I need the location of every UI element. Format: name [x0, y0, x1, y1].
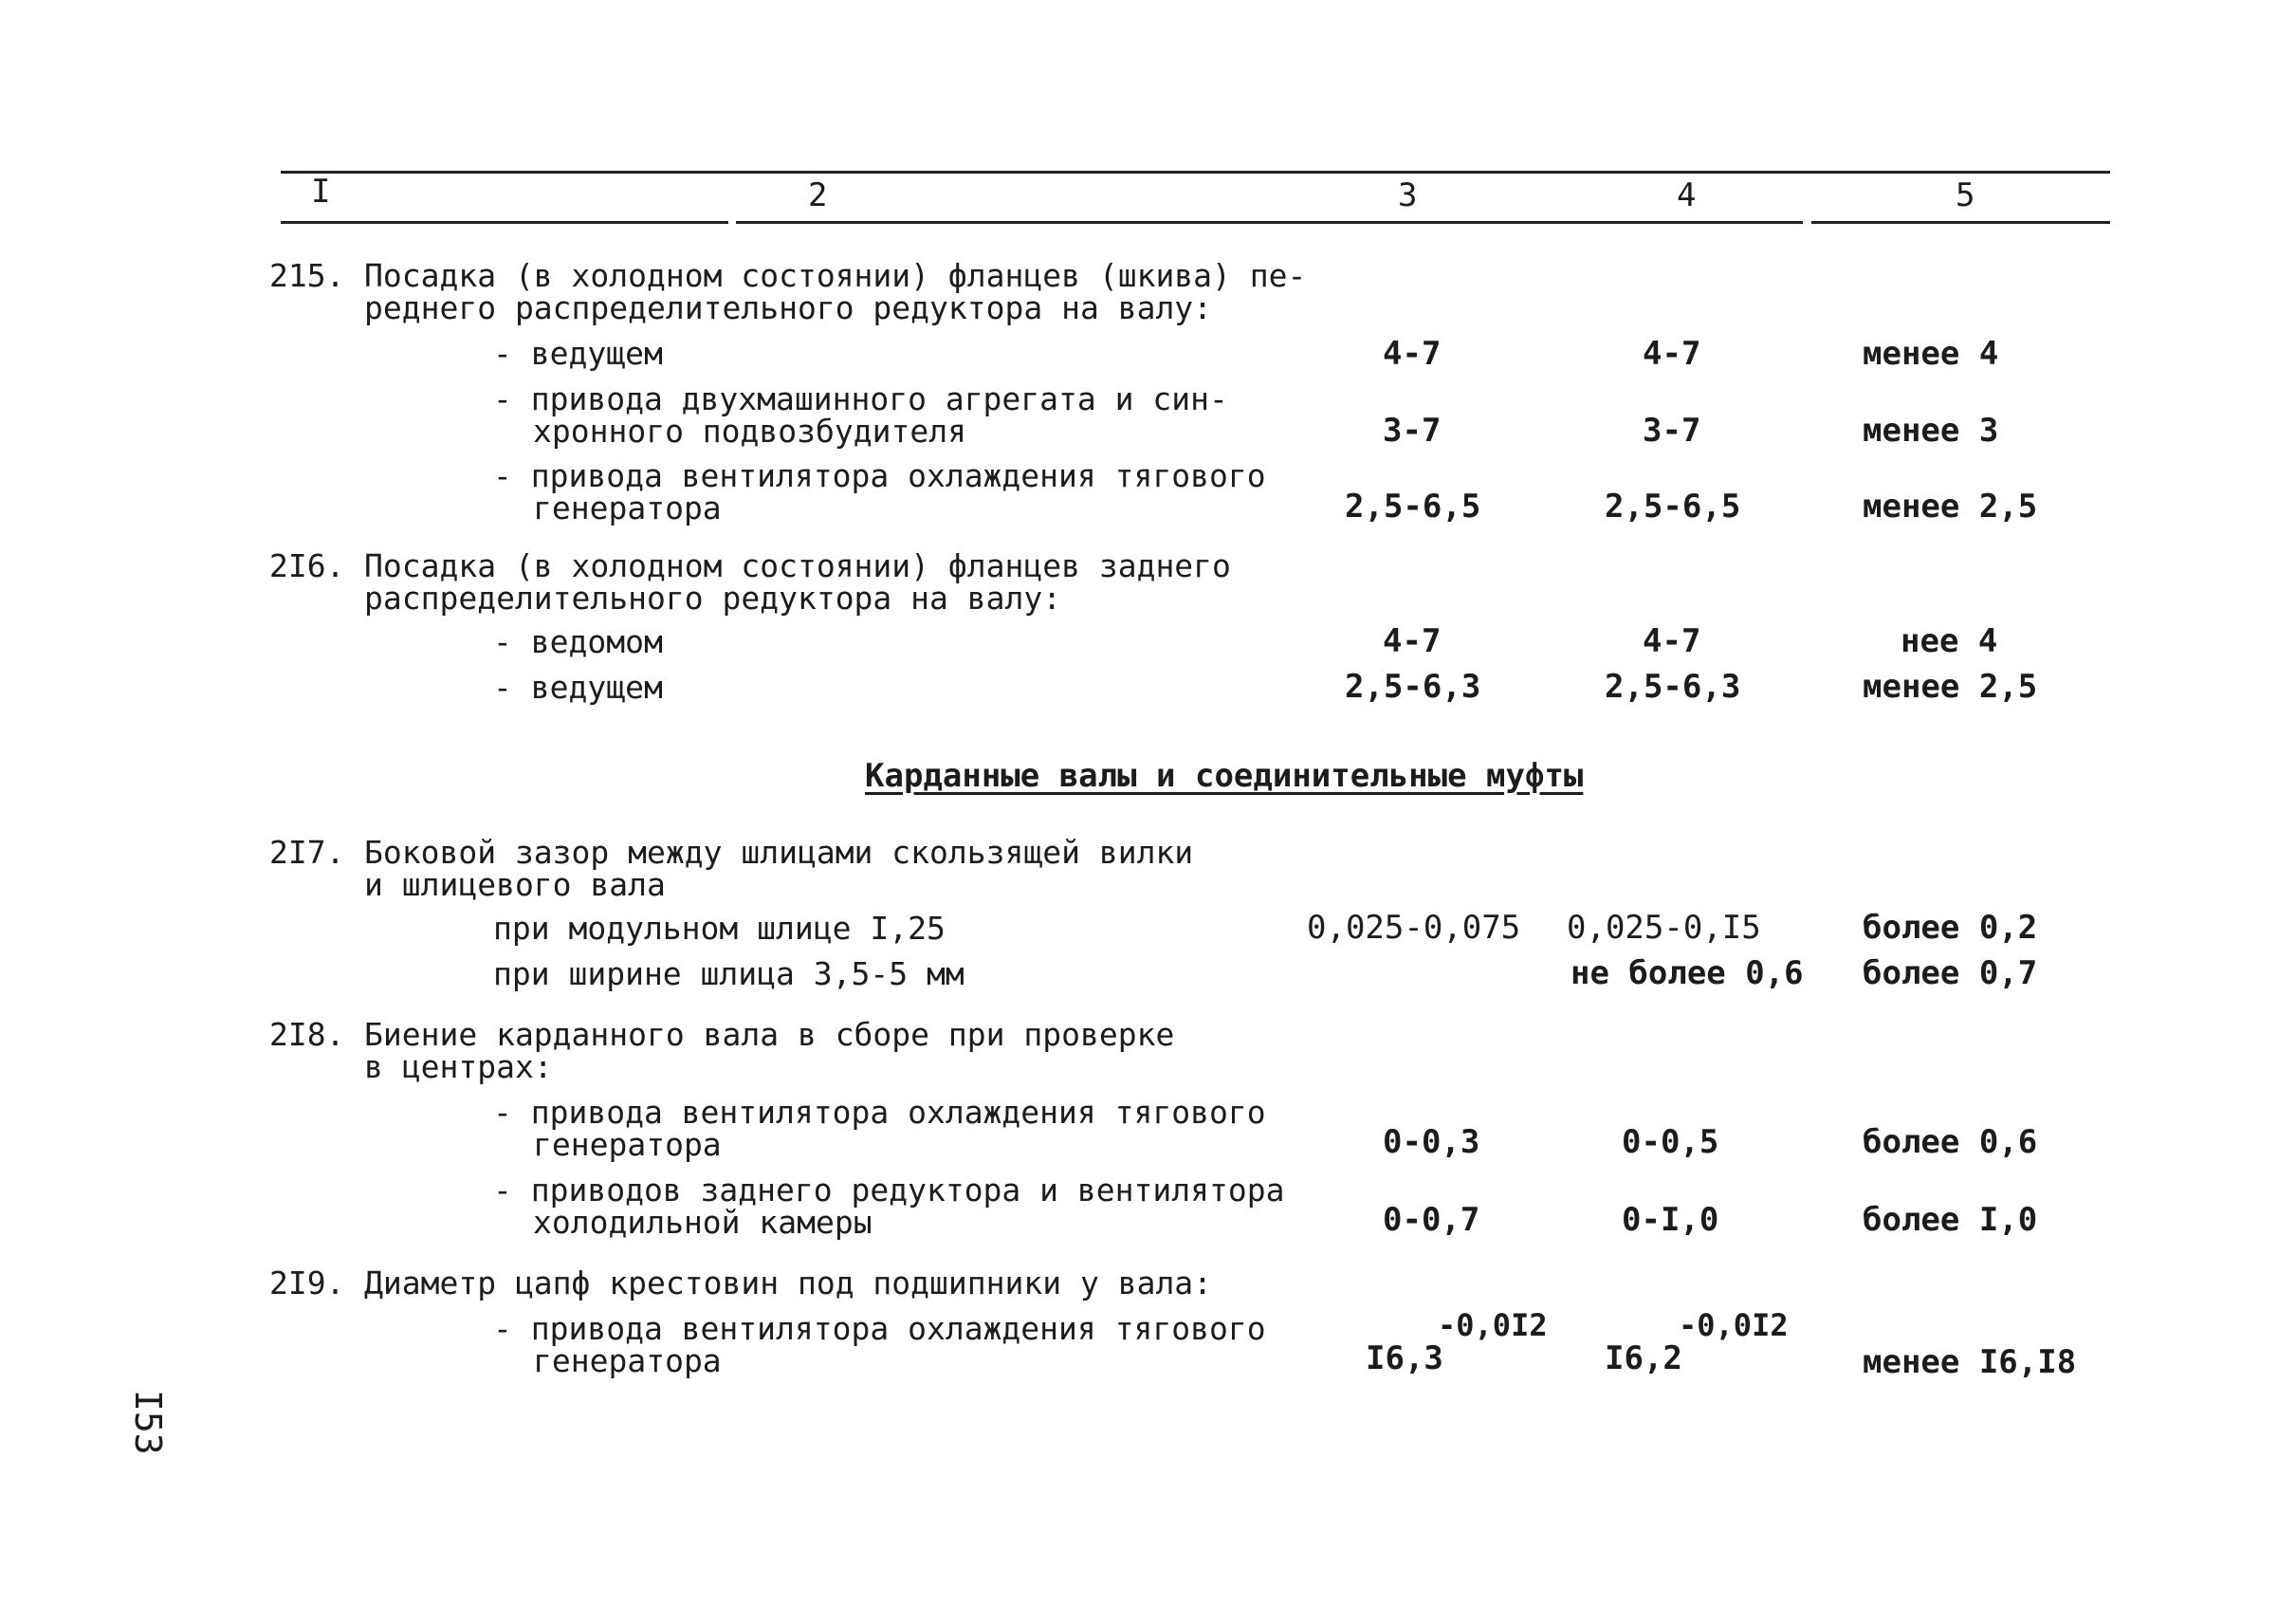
- item-217-title-line-2: и шлицевого вала: [364, 866, 666, 903]
- item-219-title: Диаметр цапф крестовин под подшипники у вала:: [364, 1264, 1213, 1301]
- header-col-1: I: [311, 173, 331, 211]
- item-218-title-line-1: Биение карданного вала в сборе при проверке: [364, 1016, 1175, 1053]
- item-216-row-1-label: - ведомом: [493, 623, 663, 660]
- item-216-title-line-1: Посадка (в холодном состоянии) фланцев заднего: [364, 547, 1231, 584]
- item-215-row-1-label: - ведущем: [493, 335, 663, 372]
- item-216-row-2-col3: 2,5-6,3: [1345, 668, 1481, 706]
- item-215-number: 215.: [269, 257, 345, 294]
- item-219-col3-tolerance: -0,0I2: [1438, 1307, 1548, 1343]
- item-217-row-2-label: при ширине шлица 3,5-5 мм: [493, 955, 964, 992]
- item-218-row-1-label-line-1: - привода вентилятора охлаждения тягового: [493, 1094, 1266, 1131]
- item-215-row-3-col4: 2,5-6,5: [1605, 488, 1741, 526]
- item-218-row-1-col5: более 0,6: [1863, 1123, 2038, 1161]
- item-216-row-1-col5: нее 4: [1901, 622, 1998, 660]
- page-number: I53: [127, 1390, 169, 1455]
- item-218-row-1-label-line-2: генератора: [533, 1126, 722, 1163]
- header-col-3: 3: [1398, 176, 1418, 214]
- item-215-row-3-col5: менее 2,5: [1863, 488, 2038, 526]
- item-218-row-2-col4: 0-I,0: [1622, 1201, 1719, 1239]
- header-col-4: 4: [1677, 176, 1697, 214]
- item-219-col4-tolerance: -0,0I2: [1679, 1307, 1789, 1343]
- item-215-row-1-col4: 4-7: [1643, 335, 1701, 373]
- item-215-row-2-label-line-1: - привода двухмашинного агрегата и син-: [493, 380, 1228, 417]
- item-215-title-line-2: реднего распределительного редуктора на валу:: [364, 289, 1213, 326]
- item-217-row-2-col5: более 0,7: [1863, 954, 2038, 992]
- item-215-row-3-label-line-1: - привода вентилятора охлаждения тягового: [493, 457, 1266, 494]
- item-218-row-2-label-line-1: - приводов заднего редуктора и вентилятора: [493, 1172, 1285, 1209]
- item-216-row-2-label: - ведущем: [493, 669, 663, 706]
- item-217-title-line-1: Боковой зазор между шлицами скользящей вилки: [364, 834, 1194, 871]
- item-215-row-3-col3: 2,5-6,5: [1345, 488, 1481, 526]
- item-219-row-label-line-2: генератора: [533, 1342, 722, 1379]
- header-bottom-rule-3: [1811, 221, 2110, 224]
- item-219-col5-value: менее I6,I8: [1863, 1343, 2077, 1381]
- item-218-row-1-col4: 0-0,5: [1622, 1123, 1719, 1161]
- header-col-2: 2: [808, 176, 828, 214]
- item-219-col3-value: I6,3: [1366, 1339, 1443, 1377]
- item-217-row-1-col3: 0,025-0,075: [1307, 909, 1521, 947]
- item-215-row-2-col4: 3-7: [1643, 412, 1701, 450]
- item-218-row-2-col5: более I,0: [1863, 1201, 2038, 1239]
- item-216-number: 2I6.: [269, 547, 345, 584]
- item-217-row-1-label: при модульном шлице I,25: [493, 910, 946, 947]
- item-217-row-2-col4: не более 0,6: [1570, 954, 1804, 992]
- section-title: Карданные валы и соединительные муфты: [865, 757, 1584, 795]
- item-218-row-1-col3: 0-0,3: [1383, 1123, 1480, 1161]
- item-216-title-line-2: распределительного редуктора на валу:: [364, 580, 1062, 617]
- header-top-rule: [281, 171, 2110, 174]
- item-215-row-2-col3: 3-7: [1383, 412, 1442, 450]
- item-218-title-line-2: в центрах:: [364, 1048, 553, 1085]
- header-bottom-rule-2: [736, 221, 1803, 224]
- item-215-title-line-1: Посадка (в холодном состоянии) фланцев (шкива) пе-: [364, 257, 1307, 294]
- item-215-row-2-label-line-2: хронного подвозбудителя: [533, 413, 966, 450]
- item-217-row-1-col4: 0,025-0,I5: [1567, 909, 1761, 947]
- item-219-col4-value: I6,2: [1605, 1339, 1682, 1377]
- item-215-row-1-col3: 4-7: [1383, 335, 1442, 373]
- item-215-row-1-col5: менее 4: [1863, 335, 1999, 373]
- header-col-5: 5: [1956, 176, 1975, 214]
- item-216-row-2-col4: 2,5-6,3: [1605, 668, 1741, 706]
- item-217-number: 2I7.: [269, 834, 345, 871]
- item-215-row-2-col5: менее 3: [1863, 412, 1999, 450]
- item-216-row-2-col5: менее 2,5: [1863, 668, 2038, 706]
- item-219-number: 2I9.: [269, 1264, 345, 1301]
- item-218-row-2-col3: 0-0,7: [1383, 1201, 1480, 1239]
- item-219-row-label-line-1: - привода вентилятора охлаждения тягового: [493, 1310, 1266, 1347]
- item-215-row-3-label-line-2: генератора: [533, 489, 722, 526]
- item-217-row-1-col5: более 0,2: [1863, 909, 2038, 947]
- item-218-row-2-label-line-2: холодильной камеры: [533, 1204, 872, 1241]
- header-bottom-rule-1: [281, 221, 728, 224]
- item-216-row-1-col3: 4-7: [1383, 622, 1442, 660]
- item-216-row-1-col4: 4-7: [1643, 622, 1701, 660]
- item-218-number: 2I8.: [269, 1016, 345, 1053]
